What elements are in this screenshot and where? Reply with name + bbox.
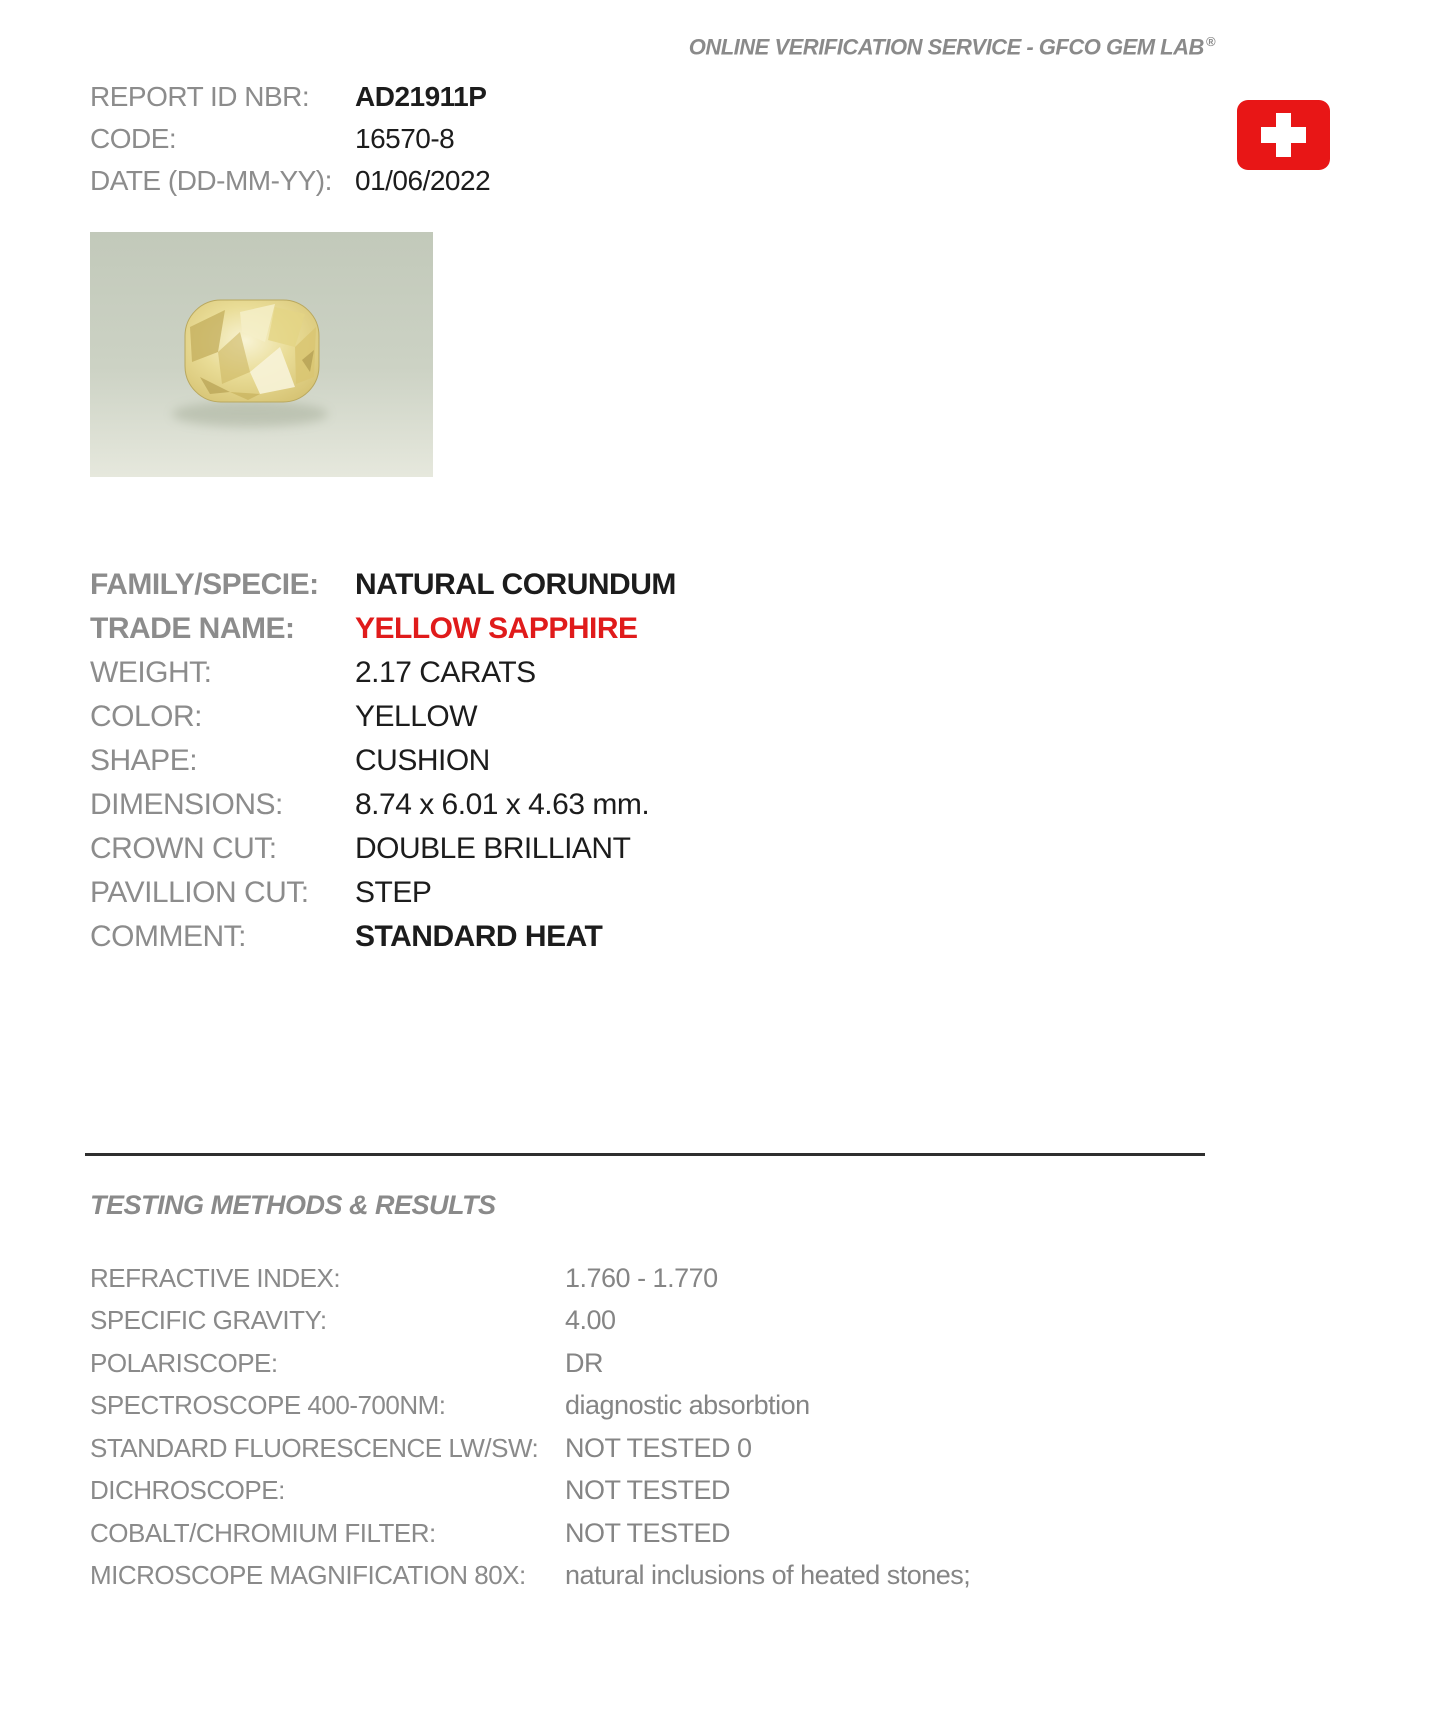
field-pavillion-cut xyxy=(90,871,676,915)
field-value: 01/06/2022 xyxy=(355,165,491,196)
field-value: 8.74 x 6.01 x 4.63 mm. xyxy=(355,788,650,821)
field-label: TRADE NAME: xyxy=(90,612,295,645)
field-value: STANDARD HEAT xyxy=(355,920,603,953)
field-color xyxy=(90,695,676,739)
field-label: REPORT ID NBR: xyxy=(90,81,310,112)
field-comment xyxy=(90,915,676,959)
field-label: SPECIFIC GRAVITY: xyxy=(90,1305,327,1336)
field-value: diagnostic absorbtion xyxy=(565,1390,810,1421)
field-label: DICHROSCOPE: xyxy=(90,1475,285,1506)
field-label: SHAPE: xyxy=(90,744,198,777)
field-dichroscope xyxy=(90,1470,970,1513)
field-label: COMMENT: xyxy=(90,920,246,953)
field-value: AD21911P xyxy=(355,81,487,112)
field-weight xyxy=(90,651,676,695)
field-value: CUSHION xyxy=(355,744,490,777)
gem-photo-image xyxy=(90,232,433,477)
field-family-specie xyxy=(90,563,676,607)
report-id-block xyxy=(90,76,490,202)
field-label: WEIGHT: xyxy=(90,656,212,689)
swiss-cross-horizontal xyxy=(1261,127,1306,143)
gem-details-block xyxy=(90,563,676,959)
field-value: DOUBLE BRILLIANT xyxy=(355,832,631,865)
field-shape xyxy=(90,739,676,783)
field-label: DIMENSIONS: xyxy=(90,788,283,821)
header-title: ONLINE VERIFICATION SERVICE - GFCO GEM LAB xyxy=(688,34,1204,60)
field-fluorescence xyxy=(90,1427,970,1470)
field-value: 4.00 xyxy=(565,1305,616,1336)
field-value: STEP xyxy=(355,876,432,909)
field-value: YELLOW xyxy=(355,700,478,733)
field-microscope-magnification xyxy=(90,1555,970,1598)
field-label: REFRACTIVE INDEX: xyxy=(90,1262,341,1293)
field-trade-name xyxy=(90,607,676,651)
field-label: COLOR: xyxy=(90,700,203,733)
field-label: CROWN CUT: xyxy=(90,832,277,865)
registered-mark: ® xyxy=(1205,34,1215,49)
field-label: DATE (DD-MM-YY): xyxy=(90,165,332,196)
field-value: 1.760 - 1.770 xyxy=(565,1262,718,1293)
field-label: PAVILLION CUT: xyxy=(90,876,309,909)
field-crown-cut xyxy=(90,827,676,871)
field-code xyxy=(90,118,490,160)
field-label: SPECTROSCOPE 400-700NM: xyxy=(90,1390,446,1421)
testing-section-heading: TESTING METHODS & RESULTS xyxy=(90,1190,496,1220)
field-label: STANDARD FLUORESCENCE LW/SW: xyxy=(90,1432,539,1463)
field-report-id xyxy=(90,76,490,118)
field-date xyxy=(90,160,490,202)
field-value: NOT TESTED xyxy=(565,1475,731,1506)
field-label: MICROSCOPE MAGNIFICATION 80X: xyxy=(90,1560,526,1591)
field-value: NATURAL CORUNDUM xyxy=(355,568,676,601)
field-label: COBALT/CHROMIUM FILTER: xyxy=(90,1517,436,1548)
field-value: DR xyxy=(565,1347,603,1378)
field-value: YELLOW SAPPHIRE xyxy=(355,612,638,645)
field-value: NOT TESTED 0 xyxy=(565,1432,752,1463)
field-value: 16570-8 xyxy=(355,123,455,154)
field-value: NOT TESTED xyxy=(565,1517,731,1548)
gem-photo xyxy=(90,232,433,477)
field-dimensions xyxy=(90,783,676,827)
field-specific-gravity xyxy=(90,1300,970,1343)
field-cobalt-chromium-filter xyxy=(90,1512,970,1555)
field-label: POLARISCOPE: xyxy=(90,1347,278,1378)
field-polariscope xyxy=(90,1342,970,1385)
report-header xyxy=(689,34,1215,60)
field-label: CODE: xyxy=(90,123,177,154)
field-spectroscope xyxy=(90,1385,970,1428)
field-value: natural inclusions of heated stones; xyxy=(565,1560,971,1591)
field-refractive-index xyxy=(90,1257,970,1300)
section-divider xyxy=(85,1153,1205,1156)
swiss-flag-icon xyxy=(1237,100,1330,170)
field-label: FAMILY/SPECIE: xyxy=(90,568,319,601)
testing-results-block xyxy=(90,1257,970,1597)
field-value: 2.17 CARATS xyxy=(355,656,536,689)
